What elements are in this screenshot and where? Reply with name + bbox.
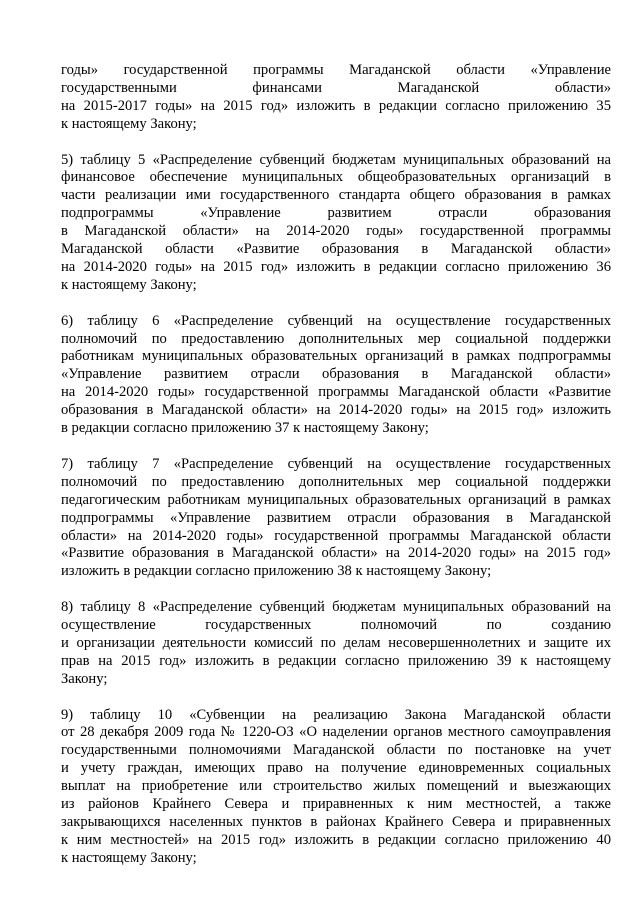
- text-line: прав на 2015 год» изложить в редакции согласно приложению 39 к настоящему: [61, 652, 611, 669]
- document-page: [61, 62, 611, 886]
- text-line: к настоящему Закону;: [61, 276, 197, 293]
- text-line: Закону;: [61, 670, 108, 687]
- text-line: 9) таблицу 10 «Субвенции на реализацию Закона Магаданской области: [61, 706, 611, 723]
- text-line: годы» государственной программы Магаданской области «Управление: [61, 62, 611, 78]
- paragraph-item-9: [61, 707, 611, 868]
- text-line: подпрограммы «Управление развитием отрасли образования в Магаданской: [61, 509, 611, 526]
- paragraph-item-6: [61, 313, 611, 438]
- text-line: к настоящему Закону;: [61, 115, 197, 132]
- text-line: на 2014-2020 годы» государственной программы Магаданской области «Развитие: [61, 384, 611, 401]
- text-line: осуществление государственных полномочий по созданию: [61, 617, 611, 634]
- text-line: 7) таблицу 7 «Распределение субвенций на осуществление государственных: [61, 455, 611, 472]
- text-line: «Развитие образования в Магаданской области» на 2014-2020 годы» на 2015 год»: [61, 545, 611, 562]
- text-line: 6) таблицу 6 «Распределение субвенций на осуществление государственных: [61, 312, 611, 329]
- paragraph-item-8: [61, 599, 611, 689]
- text-line: образования в Магаданской области» на 2014-2020 годы» на 2015 год» изложить: [61, 402, 611, 419]
- paragraph-item-5: [61, 152, 611, 295]
- text-line: закрывающихся населенных пунктов в районах Крайнего Севера и приравненных: [61, 813, 611, 830]
- text-line: в Магаданской области» на 2014-2020 годы» государственной программы: [61, 223, 611, 240]
- paragraph-item-7: [61, 456, 611, 581]
- text-line: и организации деятельности комиссий по делам несовершеннолетних и защите их: [61, 634, 611, 651]
- text-line: полномочий по предоставлению дополнительных мер социальной поддержки: [61, 473, 611, 490]
- text-line: государственными полномочиями Магаданской области по постановке на учет: [61, 742, 611, 759]
- text-line: Магаданской области «Развитие образования в Магаданской области»: [61, 241, 611, 258]
- text-line: к ним местностей» на 2015 год» изложить в редакции согласно приложению 40: [61, 831, 611, 848]
- paragraph-continuation: [61, 62, 611, 134]
- text-line: из районов Крайнего Севера и приравненных к ним местностей, а также: [61, 796, 611, 813]
- text-line: области» на 2014-2020 годы» государственной программы Магаданской области: [61, 527, 611, 544]
- text-line: и учету граждан, имеющих право на получение единовременных социальных: [61, 760, 611, 777]
- text-line: части реализации ими государственного стандарта общего образования в рамках: [61, 187, 611, 204]
- text-line: на 2015-2017 годы» на 2015 год» изложить в редакции согласно приложению 35: [61, 97, 611, 114]
- text-line: подпрограммы «Управление развитием отрасли образования: [61, 205, 611, 222]
- text-line: от 28 декабря 2009 года № 1220-ОЗ «О наделении органов местного самоуправления: [61, 724, 611, 741]
- text-line: «Управление развитием отрасли образования в Магаданской области»: [61, 366, 611, 383]
- text-line: 5) таблицу 5 «Распределение субвенций бюджетам муниципальных образований на: [61, 151, 611, 168]
- text-line: выплат на приобретение или строительство жилых помещений и выезжающих: [61, 778, 611, 795]
- text-line: полномочий по предоставлению дополнительных мер социальной поддержки: [61, 330, 611, 347]
- text-line: работникам муниципальных образовательных организаций в рамках подпрограммы: [61, 348, 611, 365]
- text-line: 8) таблицу 8 «Распределение субвенций бюджетам муниципальных образований на: [61, 599, 611, 616]
- text-line: на 2014-2020 годы» на 2015 год» изложить в редакции согласно приложению 36: [61, 258, 611, 275]
- text-line: изложить в редакции согласно приложению 38 к настоящему Закону;: [61, 563, 492, 580]
- text-line: педагогическим работникам муниципальных образовательных организаций в рамках: [61, 491, 611, 508]
- text-line: финансовое обеспечение муниципальных общеобразовательных организаций в: [61, 169, 611, 186]
- text-line: к настоящему Закону;: [61, 849, 197, 866]
- text-line: государственными финансами Магаданской области»: [61, 79, 611, 96]
- text-line: в редакции согласно приложению 37 к настоящему Закону;: [61, 420, 429, 437]
